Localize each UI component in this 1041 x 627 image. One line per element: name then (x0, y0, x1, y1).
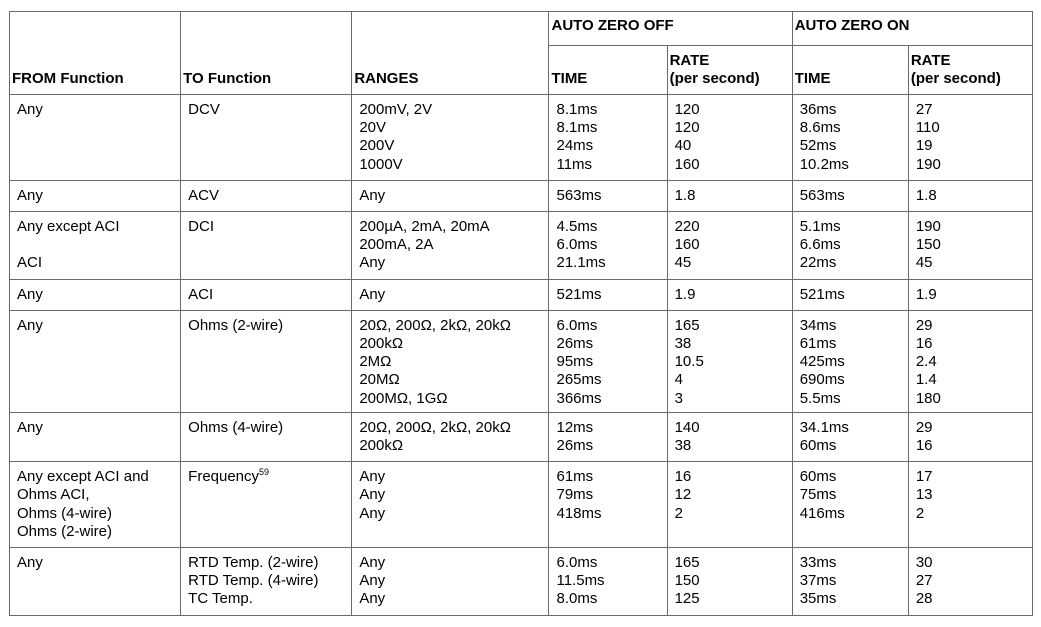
auto-zero-off-rate-cell (667, 95, 792, 181)
cell-line: 8.0ms (556, 590, 598, 608)
cell-line: 8.1ms (556, 101, 598, 118)
cell-line: Ohms (2-wire) (188, 316, 284, 334)
ranges-cell (352, 548, 549, 616)
header-rate-unit: (per second) (669, 70, 760, 87)
header-off-time: TIME (549, 46, 667, 95)
cell-line: 6.0ms (556, 554, 598, 572)
auto-zero-off-rate-cell (667, 462, 792, 548)
ranges-cell (352, 279, 549, 310)
cell-line: Ohms (2-wire) (17, 522, 113, 540)
cell-line: Any (359, 486, 386, 504)
table-row (10, 462, 1033, 548)
cell-line: Any (17, 186, 43, 204)
ranges-cell (352, 462, 549, 548)
auto-zero-on-rate-cell (908, 548, 1032, 616)
cell-line: 160 (674, 236, 700, 254)
cell-line: 3 (674, 389, 683, 407)
cell-line: 1.8 (674, 186, 696, 204)
auto-zero-off-time-cell (549, 279, 667, 310)
header-auto-zero-off: AUTO ZERO OFF (549, 12, 792, 46)
cell-line: 265ms (556, 371, 602, 389)
cell-line: 366ms (556, 389, 602, 407)
cell-line: 200V (359, 137, 395, 155)
from-cell (10, 180, 181, 211)
cell-line: 61ms (556, 468, 594, 486)
ranges-cell (352, 180, 549, 211)
cell-line: RTD Temp. (2-wire) (188, 554, 319, 572)
cell-line: 61ms (799, 335, 837, 353)
cell-line: 40 (674, 137, 692, 155)
header-off-rate (667, 46, 792, 95)
cell-line: 120 (674, 119, 700, 137)
cell-line: Frequency (188, 468, 260, 486)
table-row (10, 310, 1033, 412)
cell-line: ACI (188, 285, 214, 303)
cell-line: 20V (359, 119, 387, 137)
cell-line: 110 (915, 119, 940, 137)
cell-line: 690ms (799, 371, 845, 389)
ranges-cell (352, 412, 549, 461)
auto-zero-off-time-cell (549, 462, 667, 548)
cell-line: 2 (674, 504, 683, 522)
table-row (10, 548, 1033, 616)
header-ranges: RANGES (352, 12, 549, 95)
cell-line: 30 (915, 554, 933, 572)
header-auto-zero-on: AUTO ZERO ON (792, 12, 1032, 46)
table-row (10, 95, 1033, 181)
cell-line: ACI (17, 254, 43, 272)
cell-line: Any except ACI and (17, 468, 149, 486)
cell-line: 200kΩ (359, 437, 404, 455)
to-cell (181, 310, 352, 412)
auto-zero-on-time-cell (792, 95, 908, 181)
auto-zero-off-time-cell (549, 212, 667, 280)
auto-zero-off-rate-cell (667, 310, 792, 412)
cell-line: 29 (915, 418, 933, 436)
cell-line: Any (17, 285, 43, 303)
switching-speed-table (9, 11, 1033, 616)
ranges-cell (352, 95, 549, 181)
to-cell (181, 95, 352, 181)
cell-line: 16 (674, 468, 692, 486)
cell-line: 6.6ms (799, 236, 841, 254)
cell-line: Any (359, 285, 386, 303)
cell-line: 4 (674, 371, 683, 389)
cell-line: 220 (674, 218, 700, 236)
cell-line: Ohms ACI, (17, 486, 90, 504)
cell-line: 5.5ms (799, 389, 841, 407)
cell-line: 190 (915, 155, 941, 173)
cell-line: 416ms (799, 504, 845, 522)
cell-line: 28 (915, 590, 933, 608)
cell-line: 12ms (556, 418, 594, 436)
cell-line: 20MΩ (359, 371, 400, 389)
from-cell (10, 412, 181, 461)
cell-line: 19 (915, 137, 933, 155)
cell-line: 425ms (799, 353, 845, 371)
cell-line: 11ms (556, 155, 593, 173)
cell-line: 20Ω, 200Ω, 2kΩ, 20kΩ (359, 418, 511, 436)
auto-zero-off-rate-cell (667, 212, 792, 280)
cell-line: 418ms (556, 504, 602, 522)
cell-line: 29 (915, 316, 933, 334)
from-cell (10, 462, 181, 548)
cell-line: Any (359, 554, 386, 572)
cell-line: 35ms (799, 590, 837, 608)
auto-zero-on-time-cell (792, 279, 908, 310)
auto-zero-on-rate-cell (908, 462, 1032, 548)
cell-line: 75ms (799, 486, 837, 504)
cell-line: RTD Temp. (4-wire) (188, 572, 319, 590)
footnote-marker: 59 (259, 467, 270, 478)
cell-line: 563ms (799, 186, 845, 204)
cell-line: 17 (915, 468, 933, 486)
to-cell (181, 462, 352, 548)
cell-line: 27 (915, 101, 933, 118)
auto-zero-on-time-cell (792, 412, 908, 461)
cell-line: 16 (915, 335, 933, 353)
cell-line: 38 (674, 335, 692, 353)
auto-zero-off-time-cell (549, 412, 667, 461)
table-row (10, 279, 1033, 310)
auto-zero-on-rate-cell (908, 279, 1032, 310)
cell-line: 140 (674, 418, 700, 436)
auto-zero-on-time-cell (792, 212, 908, 280)
cell-line: 2MΩ (359, 353, 392, 371)
cell-line: 2.4 (915, 353, 937, 371)
cell-line: 8.6ms (799, 119, 841, 137)
cell-line: 10.5 (674, 353, 704, 371)
cell-line: 8.1ms (556, 119, 598, 137)
cell-line: 36ms (799, 101, 837, 118)
cell-line: 1.9 (915, 285, 937, 303)
cell-line: 52ms (799, 137, 837, 155)
cell-line: 24ms (556, 137, 594, 155)
cell-line: 563ms (556, 186, 602, 204)
auto-zero-off-rate-cell (667, 548, 792, 616)
cell-line: 22ms (799, 254, 837, 272)
cell-line: Any (17, 418, 43, 436)
auto-zero-off-time-cell (549, 548, 667, 616)
header-from-function: FROM Function (10, 12, 181, 95)
cell-line: 165 (674, 554, 700, 572)
cell-line: 4.5ms (556, 218, 598, 236)
auto-zero-on-time-cell (792, 180, 908, 211)
to-cell (181, 180, 352, 211)
cell-line: 1000V (359, 155, 403, 173)
cell-line: 150 (674, 572, 700, 590)
cell-line: Any (17, 316, 43, 334)
cell-line: Ohms (4-wire) (17, 504, 113, 522)
cell-line: 95ms (556, 353, 594, 371)
cell-line: 200mV, 2V (359, 101, 433, 118)
cell-line: 200mA, 2A (359, 236, 434, 254)
cell-line: 26ms (556, 335, 594, 353)
cell-line: Any (359, 590, 386, 608)
from-cell (10, 310, 181, 412)
cell-line: 27 (915, 572, 933, 590)
from-cell (10, 95, 181, 181)
cell-line: 12 (674, 486, 692, 504)
auto-zero-off-rate-cell (667, 180, 792, 211)
cell-line: 120 (674, 101, 700, 118)
cell-line: 200MΩ, 1GΩ (359, 389, 448, 407)
cell-line: 190 (915, 218, 941, 236)
cell-line: Any (359, 186, 386, 204)
auto-zero-on-rate-cell (908, 95, 1032, 181)
cell-line: 521ms (556, 285, 602, 303)
cell-line: 1.9 (674, 285, 696, 303)
cell-line: 180 (915, 389, 941, 407)
from-cell (10, 548, 181, 616)
auto-zero-off-time-cell (549, 310, 667, 412)
auto-zero-on-time-cell (792, 310, 908, 412)
auto-zero-off-time-cell (549, 95, 667, 181)
to-cell (181, 279, 352, 310)
cell-line: 160 (674, 155, 700, 173)
auto-zero-on-time-cell (792, 462, 908, 548)
cell-line: 125 (674, 590, 700, 608)
to-cell (181, 212, 352, 280)
cell-line: 10.2ms (799, 155, 849, 173)
cell-line: Any (359, 504, 386, 522)
table-body (10, 95, 1033, 616)
cell-line: 33ms (799, 554, 837, 572)
cell-line: ACV (188, 186, 219, 204)
cell-line: TC Temp. (188, 590, 253, 608)
cell-line: 34ms (799, 316, 837, 334)
auto-zero-on-rate-cell (908, 310, 1032, 412)
cell-line: 21.1ms (556, 254, 606, 272)
auto-zero-off-rate-cell (667, 279, 792, 310)
cell-line: 200kΩ (359, 335, 404, 353)
cell-line: 6.0ms (556, 236, 598, 254)
cell-line: 38 (674, 437, 692, 455)
cell-line: Any (17, 101, 43, 118)
cell-line: 11.5ms (556, 572, 605, 590)
cell-line: 45 (674, 254, 692, 272)
cell-line: 13 (915, 486, 933, 504)
cell-line: 16 (915, 437, 933, 455)
header-on-time: TIME (792, 46, 908, 95)
cell-line: 200µA, 2mA, 20mA (359, 218, 490, 236)
auto-zero-off-rate-cell (667, 412, 792, 461)
from-cell (10, 212, 181, 280)
blank-line (17, 236, 174, 254)
cell-line: 26ms (556, 437, 594, 455)
auto-zero-on-rate-cell (908, 180, 1032, 211)
cell-line: 521ms (799, 285, 845, 303)
cell-line: 5.1ms (799, 218, 841, 236)
cell-line: 1.4 (915, 371, 937, 389)
cell-line: 79ms (556, 486, 594, 504)
cell-line: 37ms (799, 572, 837, 590)
cell-line: 34.1ms (799, 418, 849, 436)
cell-line: 6.0ms (556, 316, 598, 334)
from-cell (10, 279, 181, 310)
header-rate-unit: (per second) (910, 70, 1001, 87)
cell-line: Any (359, 254, 386, 272)
auto-zero-on-rate-cell (908, 412, 1032, 461)
table-row (10, 412, 1033, 461)
cell-line: 2 (915, 504, 925, 522)
auto-zero-off-time-cell (549, 180, 667, 211)
cell-line: 60ms (799, 437, 837, 455)
ranges-cell (352, 310, 549, 412)
cell-line: DCI (188, 218, 214, 236)
header-rate-label: RATE (910, 52, 951, 69)
cell-line: Any (359, 468, 386, 486)
cell-line: Any (359, 572, 386, 590)
cell-line: Any (17, 554, 43, 572)
auto-zero-on-rate-cell (908, 212, 1032, 280)
cell-line: 150 (915, 236, 941, 254)
cell-line: Ohms (4-wire) (188, 418, 284, 436)
cell-line: 20Ω, 200Ω, 2kΩ, 20kΩ (359, 316, 511, 334)
table-row (10, 180, 1033, 211)
cell-line: 1.8 (915, 186, 937, 204)
cell-line: 60ms (799, 468, 837, 486)
to-cell (181, 548, 352, 616)
cell-line: Any except ACI (17, 218, 120, 236)
header-rate-label: RATE (669, 52, 710, 69)
table-row (10, 212, 1033, 280)
cell-line: 165 (674, 316, 700, 334)
header-to-function: TO Function (181, 12, 352, 95)
auto-zero-on-time-cell (792, 548, 908, 616)
cell-line: DCV (188, 101, 220, 118)
table-header (10, 12, 1033, 95)
ranges-cell (352, 212, 549, 280)
header-on-rate (908, 46, 1032, 95)
to-cell (181, 412, 352, 461)
cell-line: 45 (915, 254, 933, 272)
